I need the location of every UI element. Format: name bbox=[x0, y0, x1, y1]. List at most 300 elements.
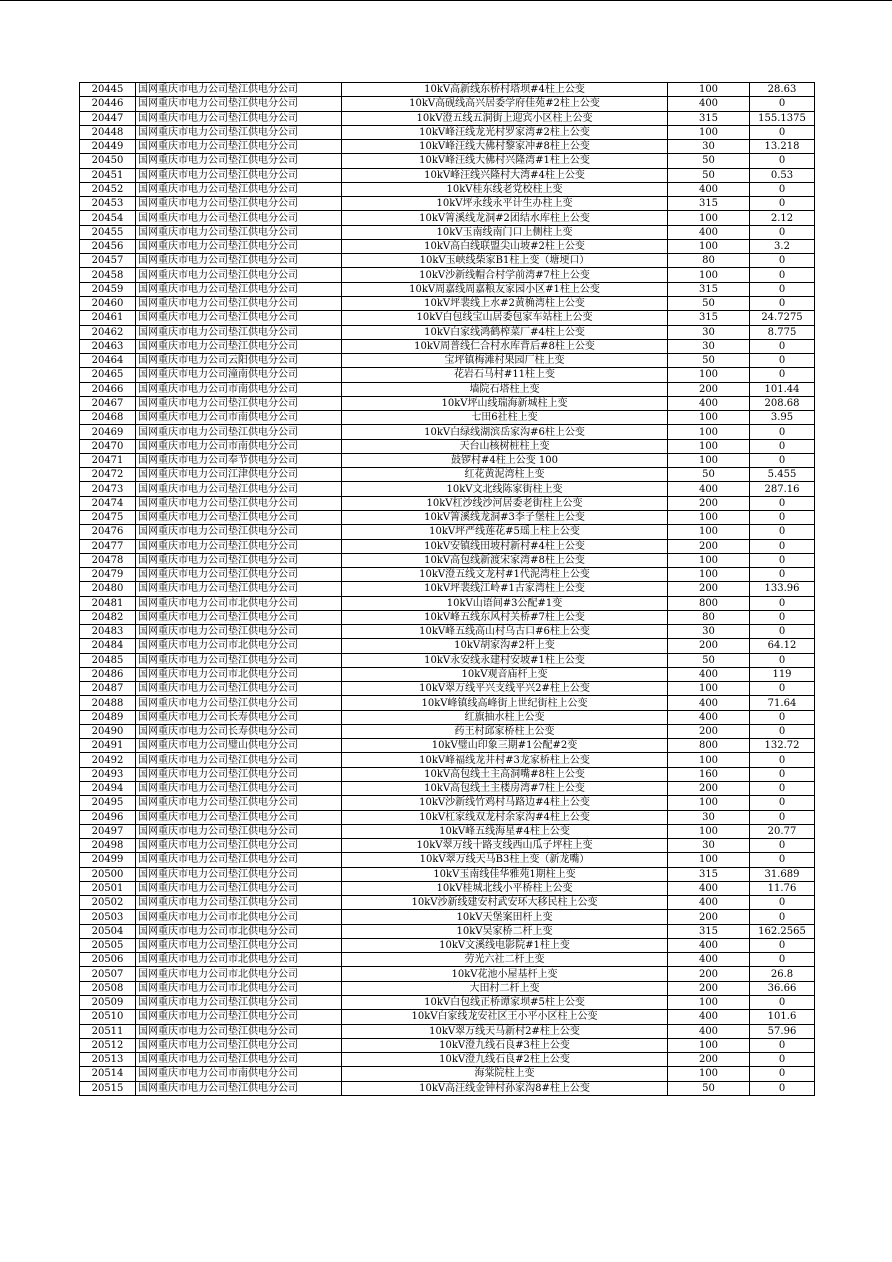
value-cell: 0 bbox=[750, 453, 815, 467]
company-cell: 国网重庆市电力公司垫江供电分公司 bbox=[136, 610, 342, 624]
table-row bbox=[80, 653, 815, 667]
row-id-cell: 20472 bbox=[80, 468, 136, 482]
capacity-cell: 200 bbox=[668, 981, 750, 995]
table-row bbox=[80, 553, 815, 567]
row-id-cell: 20471 bbox=[80, 453, 136, 467]
table-row bbox=[80, 225, 815, 239]
capacity-cell: 200 bbox=[668, 1053, 750, 1067]
company-cell: 国网重庆市电力公司垫江供电分公司 bbox=[136, 782, 342, 796]
capacity-cell: 100 bbox=[668, 439, 750, 453]
transformer-name-cell: 10kV白家线龙安社区王小平小区柱上公变 bbox=[342, 1010, 668, 1024]
row-id-cell: 20501 bbox=[80, 881, 136, 895]
capacity-cell: 200 bbox=[668, 782, 750, 796]
company-cell: 国网重庆市电力公司垫江供电分公司 bbox=[136, 853, 342, 867]
row-id-cell: 20488 bbox=[80, 696, 136, 710]
capacity-cell: 400 bbox=[668, 396, 750, 410]
company-cell: 国网重庆市电力公司垫江供电分公司 bbox=[136, 796, 342, 810]
transformer-name-cell: 10kV峰汪线龙光村罗家湾#2柱上公变 bbox=[342, 125, 668, 139]
transformer-name-cell: 10kV胡家沟#2杆上变 bbox=[342, 639, 668, 653]
capacity-cell: 50 bbox=[668, 154, 750, 168]
row-id-cell: 20451 bbox=[80, 168, 136, 182]
transformer-name-cell: 10kV高包线新渡宋家湾#8柱上公变 bbox=[342, 553, 668, 567]
row-id-cell: 20512 bbox=[80, 1038, 136, 1052]
value-cell: 0 bbox=[750, 296, 815, 310]
transformer-name-cell: 10kV高白线联盟尖山坡#2柱上公变 bbox=[342, 239, 668, 253]
value-cell: 0 bbox=[750, 896, 815, 910]
capacity-cell: 50 bbox=[668, 168, 750, 182]
table-row bbox=[80, 1024, 815, 1038]
value-cell: 57.96 bbox=[750, 1024, 815, 1038]
value-cell: 13.218 bbox=[750, 140, 815, 154]
row-id-cell: 20449 bbox=[80, 140, 136, 154]
transformer-name-cell: 10kV坪严线莲花#5瑶上柱上公变 bbox=[342, 525, 668, 539]
table-row bbox=[80, 853, 815, 867]
company-cell: 国网重庆市电力公司垫江供电分公司 bbox=[136, 197, 342, 211]
capacity-cell: 400 bbox=[668, 710, 750, 724]
row-id-cell: 20465 bbox=[80, 368, 136, 382]
value-cell: 0 bbox=[750, 553, 815, 567]
table-row bbox=[80, 582, 815, 596]
company-cell: 国网重庆市电力公司垫江供电分公司 bbox=[136, 568, 342, 582]
transformer-name-cell: 10kV白包线宝山居委包家车站柱上公变 bbox=[342, 311, 668, 325]
company-cell: 国网重庆市电力公司垫江供电分公司 bbox=[136, 525, 342, 539]
company-cell: 国网重庆市电力公司市北供电分公司 bbox=[136, 639, 342, 653]
transformer-name-cell: 宝坪镇梅滩村果园厂柱上变 bbox=[342, 354, 668, 368]
row-id-cell: 20483 bbox=[80, 625, 136, 639]
capacity-cell: 315 bbox=[668, 282, 750, 296]
table-row bbox=[80, 596, 815, 610]
company-cell: 国网重庆市电力公司垫江供电分公司 bbox=[136, 1024, 342, 1038]
capacity-cell: 200 bbox=[668, 382, 750, 396]
capacity-cell: 80 bbox=[668, 610, 750, 624]
company-cell: 国网重庆市电力公司垫江供电分公司 bbox=[136, 396, 342, 410]
company-cell: 国网重庆市电力公司市北供电分公司 bbox=[136, 667, 342, 681]
table-row bbox=[80, 739, 815, 753]
row-id-cell: 20467 bbox=[80, 396, 136, 410]
transformer-name-cell: 10kV坪永线永平计生办柱上变 bbox=[342, 197, 668, 211]
table-row bbox=[80, 796, 815, 810]
value-cell: 0 bbox=[750, 282, 815, 296]
company-cell: 国网重庆市电力公司垫江供电分公司 bbox=[136, 339, 342, 353]
table-row bbox=[80, 425, 815, 439]
row-id-cell: 20455 bbox=[80, 225, 136, 239]
row-id-cell: 20486 bbox=[80, 667, 136, 681]
row-id-cell: 20481 bbox=[80, 596, 136, 610]
transformer-name-cell: 10kV沙新线建安村武安环大移民柱上公变 bbox=[342, 896, 668, 910]
value-cell: 0 bbox=[750, 953, 815, 967]
value-cell: 0 bbox=[750, 910, 815, 924]
table-row bbox=[80, 724, 815, 738]
company-cell: 国网重庆市电力公司垫江供电分公司 bbox=[136, 168, 342, 182]
table-row bbox=[80, 610, 815, 624]
value-cell: 0 bbox=[750, 996, 815, 1010]
transformer-name-cell: 10kV澄九线石良#3柱上公变 bbox=[342, 1038, 668, 1052]
table-row bbox=[80, 525, 815, 539]
company-cell: 国网重庆市电力公司垫江供电分公司 bbox=[136, 553, 342, 567]
company-cell: 国网重庆市电力公司垫江供电分公司 bbox=[136, 482, 342, 496]
capacity-cell: 100 bbox=[668, 996, 750, 1010]
table-row bbox=[80, 154, 815, 168]
value-cell: 0 bbox=[750, 1067, 815, 1081]
value-cell: 208.68 bbox=[750, 396, 815, 410]
capacity-cell: 100 bbox=[668, 368, 750, 382]
capacity-cell: 200 bbox=[668, 582, 750, 596]
capacity-cell: 200 bbox=[668, 496, 750, 510]
transformer-name-cell: 10kV坪裴线上水#2黄桷湾柱上公变 bbox=[342, 296, 668, 310]
company-cell: 国网重庆市电力公司垫江供电分公司 bbox=[136, 1053, 342, 1067]
value-cell: 0 bbox=[750, 339, 815, 353]
transformer-name-cell: 10kV峰五线东风村关桥#7柱上公变 bbox=[342, 610, 668, 624]
table-row bbox=[80, 981, 815, 995]
table-row bbox=[80, 953, 815, 967]
table-row bbox=[80, 268, 815, 282]
table-row bbox=[80, 296, 815, 310]
company-cell: 国网重庆市电力公司垫江供电分公司 bbox=[136, 268, 342, 282]
company-cell: 国网重庆市电力公司市北供电分公司 bbox=[136, 953, 342, 967]
table-row bbox=[80, 111, 815, 125]
value-cell: 0 bbox=[750, 1053, 815, 1067]
company-cell: 国网重庆市电力公司垫江供电分公司 bbox=[136, 810, 342, 824]
value-cell: 8.775 bbox=[750, 325, 815, 339]
company-cell: 国网重庆市电力公司垫江供电分公司 bbox=[136, 140, 342, 154]
row-id-cell: 20477 bbox=[80, 539, 136, 553]
capacity-cell: 200 bbox=[668, 539, 750, 553]
table-row bbox=[80, 896, 815, 910]
value-cell: 0 bbox=[750, 853, 815, 867]
company-cell: 国网重庆市电力公司垫江供电分公司 bbox=[136, 767, 342, 781]
capacity-cell: 100 bbox=[668, 753, 750, 767]
company-cell: 国网重庆市电力公司垫江供电分公司 bbox=[136, 839, 342, 853]
row-id-cell: 20458 bbox=[80, 268, 136, 282]
capacity-cell: 100 bbox=[668, 525, 750, 539]
row-id-cell: 20509 bbox=[80, 996, 136, 1010]
capacity-cell: 100 bbox=[668, 425, 750, 439]
value-cell: 162.2565 bbox=[750, 924, 815, 938]
company-cell: 国网重庆市电力公司垫江供电分公司 bbox=[136, 239, 342, 253]
value-cell: 0 bbox=[750, 154, 815, 168]
company-cell: 国网重庆市电力公司垫江供电分公司 bbox=[136, 1010, 342, 1024]
value-cell: 64.12 bbox=[750, 639, 815, 653]
row-id-cell: 20474 bbox=[80, 496, 136, 510]
table-row bbox=[80, 197, 815, 211]
transformer-name-cell: 10kV澄五线文龙村#1代泥湾柱上公变 bbox=[342, 568, 668, 582]
table-row bbox=[80, 411, 815, 425]
value-cell: 0 bbox=[750, 625, 815, 639]
transformer-name-cell: 10kV翠万线天马B3柱上变（新龙嘴） bbox=[342, 853, 668, 867]
row-id-cell: 20502 bbox=[80, 896, 136, 910]
row-id-cell: 20454 bbox=[80, 211, 136, 225]
table-row bbox=[80, 168, 815, 182]
table-row bbox=[80, 1081, 815, 1095]
value-cell: 0 bbox=[750, 1081, 815, 1095]
value-cell: 133.96 bbox=[750, 582, 815, 596]
transformer-name-cell: 10kV吴家桥二杆上变 bbox=[342, 924, 668, 938]
table-row bbox=[80, 539, 815, 553]
company-cell: 国网重庆市电力公司垫江供电分公司 bbox=[136, 154, 342, 168]
transformer-name-cell: 红花黄泥湾柱上变 bbox=[342, 468, 668, 482]
table-row bbox=[80, 325, 815, 339]
transformer-name-cell: 药王村邱家桥柱上公变 bbox=[342, 724, 668, 738]
table-row bbox=[80, 382, 815, 396]
capacity-cell: 315 bbox=[668, 311, 750, 325]
value-cell: 0 bbox=[750, 197, 815, 211]
value-cell: 0 bbox=[750, 425, 815, 439]
value-cell: 0 bbox=[750, 439, 815, 453]
company-cell: 国网重庆市电力公司长寿供电分公司 bbox=[136, 710, 342, 724]
table-row bbox=[80, 710, 815, 724]
company-cell: 国网重庆市电力公司垫江供电分公司 bbox=[136, 125, 342, 139]
capacity-cell: 100 bbox=[668, 796, 750, 810]
capacity-cell: 315 bbox=[668, 111, 750, 125]
row-id-cell: 20503 bbox=[80, 910, 136, 924]
row-id-cell: 20466 bbox=[80, 382, 136, 396]
table-row bbox=[80, 667, 815, 681]
capacity-cell: 100 bbox=[668, 1038, 750, 1052]
table-row bbox=[80, 1038, 815, 1052]
capacity-cell: 315 bbox=[668, 867, 750, 881]
transformer-name-cell: 10kV白绿线湖滨岳家沟#6柱上公变 bbox=[342, 425, 668, 439]
table-row bbox=[80, 696, 815, 710]
row-id-cell: 20490 bbox=[80, 724, 136, 738]
table-row bbox=[80, 282, 815, 296]
value-cell: 28.63 bbox=[750, 83, 815, 97]
company-cell: 国网重庆市电力公司垫江供电分公司 bbox=[136, 938, 342, 952]
company-cell: 国网重庆市电力公司垫江供电分公司 bbox=[136, 996, 342, 1010]
company-cell: 国网重庆市电力公司垫江供电分公司 bbox=[136, 753, 342, 767]
row-id-cell: 20462 bbox=[80, 325, 136, 339]
table-row bbox=[80, 496, 815, 510]
value-cell: 155.1375 bbox=[750, 111, 815, 125]
transformer-name-cell: 10kV箐溪线龙洞#3李子堡柱上公变 bbox=[342, 510, 668, 524]
table-row bbox=[80, 625, 815, 639]
row-id-cell: 20457 bbox=[80, 254, 136, 268]
table-row bbox=[80, 396, 815, 410]
row-id-cell: 20497 bbox=[80, 824, 136, 838]
capacity-cell: 100 bbox=[668, 211, 750, 225]
capacity-cell: 50 bbox=[668, 1081, 750, 1095]
value-cell: 0 bbox=[750, 496, 815, 510]
capacity-cell: 400 bbox=[668, 182, 750, 196]
company-cell: 国网重庆市电力公司垫江供电分公司 bbox=[136, 425, 342, 439]
transformer-name-cell: 10kV周普线仁合村水库背后#8柱上公变 bbox=[342, 339, 668, 353]
transformer-name-cell: 10kV桂城北线小平桥柱上公变 bbox=[342, 881, 668, 895]
row-id-cell: 20479 bbox=[80, 568, 136, 582]
company-cell: 国网重庆市电力公司璧山供电分公司 bbox=[136, 739, 342, 753]
capacity-cell: 160 bbox=[668, 767, 750, 781]
company-cell: 国网重庆市电力公司垫江供电分公司 bbox=[136, 111, 342, 125]
transformer-name-cell: 10kV翠万线天马新村2#柱上公变 bbox=[342, 1024, 668, 1038]
value-cell: 0 bbox=[750, 354, 815, 368]
table-row bbox=[80, 453, 815, 467]
transformer-name-cell: 10kV高砚线高兴居委学府佳苑#2柱上公变 bbox=[342, 97, 668, 111]
company-cell: 国网重庆市电力公司云阳供电分公司 bbox=[136, 354, 342, 368]
value-cell: 101.44 bbox=[750, 382, 815, 396]
table-row bbox=[80, 140, 815, 154]
table-row bbox=[80, 83, 815, 97]
table-row bbox=[80, 782, 815, 796]
capacity-cell: 50 bbox=[668, 653, 750, 667]
table-row bbox=[80, 1010, 815, 1024]
capacity-cell: 100 bbox=[668, 125, 750, 139]
value-cell: 0 bbox=[750, 225, 815, 239]
value-cell: 71.64 bbox=[750, 696, 815, 710]
capacity-cell: 100 bbox=[668, 510, 750, 524]
table-row bbox=[80, 767, 815, 781]
table-row bbox=[80, 339, 815, 353]
row-id-cell: 20445 bbox=[80, 83, 136, 97]
company-cell: 国网重庆市电力公司垫江供电分公司 bbox=[136, 282, 342, 296]
transformer-name-cell: 大田村二杆上变 bbox=[342, 981, 668, 995]
transformer-name-cell: 10kV周嘉线周嘉粮友家园小区#1柱上公变 bbox=[342, 282, 668, 296]
capacity-cell: 400 bbox=[668, 667, 750, 681]
row-id-cell: 20505 bbox=[80, 938, 136, 952]
capacity-cell: 400 bbox=[668, 696, 750, 710]
capacity-cell: 200 bbox=[668, 910, 750, 924]
transformer-name-cell: 10kV安镇线田坡村新村#4柱上公变 bbox=[342, 539, 668, 553]
row-id-cell: 20500 bbox=[80, 867, 136, 881]
row-id-cell: 20498 bbox=[80, 839, 136, 853]
transformer-name-cell: 10kV高汪线金钟村孙家沟8#柱上公变 bbox=[342, 1081, 668, 1095]
value-cell: 31.689 bbox=[750, 867, 815, 881]
row-id-cell: 20446 bbox=[80, 97, 136, 111]
row-id-cell: 20510 bbox=[80, 1010, 136, 1024]
capacity-cell: 80 bbox=[668, 254, 750, 268]
value-cell: 0 bbox=[750, 682, 815, 696]
company-cell: 国网重庆市电力公司垫江供电分公司 bbox=[136, 539, 342, 553]
capacity-cell: 100 bbox=[668, 682, 750, 696]
transformer-name-cell: 七田6社柱上变 bbox=[342, 411, 668, 425]
transformer-table bbox=[79, 82, 815, 1096]
transformer-name-cell: 10kV峰五线高山村乌古口#6柱上公变 bbox=[342, 625, 668, 639]
row-id-cell: 20507 bbox=[80, 967, 136, 981]
value-cell: 119 bbox=[750, 667, 815, 681]
table-row bbox=[80, 810, 815, 824]
transformer-name-cell: 10kV峰汪线大佛村黎家冲#8柱上公变 bbox=[342, 140, 668, 154]
value-cell: 0 bbox=[750, 767, 815, 781]
capacity-cell: 100 bbox=[668, 411, 750, 425]
table-row bbox=[80, 753, 815, 767]
row-id-cell: 20511 bbox=[80, 1024, 136, 1038]
company-cell: 国网重庆市电力公司垫江供电分公司 bbox=[136, 867, 342, 881]
table-row bbox=[80, 439, 815, 453]
company-cell: 国网重庆市电力公司垫江供电分公司 bbox=[136, 211, 342, 225]
company-cell: 国网重庆市电力公司潼南供电分公司 bbox=[136, 368, 342, 382]
value-cell: 0 bbox=[750, 938, 815, 952]
value-cell: 3.95 bbox=[750, 411, 815, 425]
value-cell: 0 bbox=[750, 1038, 815, 1052]
capacity-cell: 400 bbox=[668, 881, 750, 895]
company-cell: 国网重庆市电力公司垫江供电分公司 bbox=[136, 97, 342, 111]
transformer-name-cell: 10kV杠家线双龙村余家沟#4柱上公变 bbox=[342, 810, 668, 824]
table-body bbox=[80, 83, 815, 1096]
value-cell: 0 bbox=[750, 182, 815, 196]
company-cell: 国网重庆市电力公司长寿供电分公司 bbox=[136, 724, 342, 738]
capacity-cell: 315 bbox=[668, 197, 750, 211]
row-id-cell: 20515 bbox=[80, 1081, 136, 1095]
value-cell: 0 bbox=[750, 710, 815, 724]
row-id-cell: 20460 bbox=[80, 296, 136, 310]
transformer-name-cell: 鼓锣村#4柱上公变 100 bbox=[342, 453, 668, 467]
row-id-cell: 20499 bbox=[80, 853, 136, 867]
transformer-name-cell: 劳光六社二杆上变 bbox=[342, 953, 668, 967]
row-id-cell: 20482 bbox=[80, 610, 136, 624]
company-cell: 国网重庆市电力公司垫江供电分公司 bbox=[136, 510, 342, 524]
company-cell: 国网重庆市电力公司市北供电分公司 bbox=[136, 924, 342, 938]
row-id-cell: 20461 bbox=[80, 311, 136, 325]
capacity-cell: 30 bbox=[668, 140, 750, 154]
row-id-cell: 20463 bbox=[80, 339, 136, 353]
value-cell: 0 bbox=[750, 510, 815, 524]
table-row bbox=[80, 97, 815, 111]
value-cell: 3.2 bbox=[750, 239, 815, 253]
table-row bbox=[80, 482, 815, 496]
company-cell: 国网重庆市电力公司垫江供电分公司 bbox=[136, 682, 342, 696]
transformer-name-cell: 10kV天堡案田杆上变 bbox=[342, 910, 668, 924]
value-cell: 0.53 bbox=[750, 168, 815, 182]
value-cell: 11.76 bbox=[750, 881, 815, 895]
row-id-cell: 20504 bbox=[80, 924, 136, 938]
transformer-name-cell: 10kV峰汪线大佛村兴隆湾#1柱上公变 bbox=[342, 154, 668, 168]
table-row bbox=[80, 354, 815, 368]
row-id-cell: 20478 bbox=[80, 553, 136, 567]
company-cell: 国网重庆市电力公司市北供电分公司 bbox=[136, 910, 342, 924]
transformer-name-cell: 10kV澄五线五洞街上迎宾小区柱上公变 bbox=[342, 111, 668, 125]
capacity-cell: 800 bbox=[668, 596, 750, 610]
row-id-cell: 20480 bbox=[80, 582, 136, 596]
capacity-cell: 400 bbox=[668, 953, 750, 967]
value-cell: 0 bbox=[750, 810, 815, 824]
table-row bbox=[80, 182, 815, 196]
transformer-name-cell: 10kV翠万线平兴支线平兴2#柱上公变 bbox=[342, 682, 668, 696]
table-row bbox=[80, 967, 815, 981]
table-row bbox=[80, 938, 815, 952]
transformer-name-cell: 10kV高包线土主楼房湾#7柱上公变 bbox=[342, 782, 668, 796]
table-row bbox=[80, 839, 815, 853]
company-cell: 国网重庆市电力公司市北供电分公司 bbox=[136, 596, 342, 610]
company-cell: 国网重庆市电力公司垫江供电分公司 bbox=[136, 653, 342, 667]
row-id-cell: 20514 bbox=[80, 1067, 136, 1081]
capacity-cell: 100 bbox=[668, 824, 750, 838]
company-cell: 国网重庆市电力公司市北供电分公司 bbox=[136, 967, 342, 981]
company-cell: 国网重庆市电力公司垫江供电分公司 bbox=[136, 296, 342, 310]
row-id-cell: 20494 bbox=[80, 782, 136, 796]
row-id-cell: 20473 bbox=[80, 482, 136, 496]
table-row bbox=[80, 867, 815, 881]
company-cell: 国网重庆市电力公司垫江供电分公司 bbox=[136, 896, 342, 910]
value-cell: 0 bbox=[750, 525, 815, 539]
row-id-cell: 20493 bbox=[80, 767, 136, 781]
table-row bbox=[80, 824, 815, 838]
capacity-cell: 400 bbox=[668, 938, 750, 952]
transformer-name-cell: 10kV峰福线龙井村#3龙家桥柱上公变 bbox=[342, 753, 668, 767]
table-row bbox=[80, 881, 815, 895]
value-cell: 0 bbox=[750, 753, 815, 767]
capacity-cell: 100 bbox=[668, 1067, 750, 1081]
transformer-name-cell: 10kV箐溪线龙洞#2团结水库柱上公变 bbox=[342, 211, 668, 225]
company-cell: 国网重庆市电力公司垫江供电分公司 bbox=[136, 1081, 342, 1095]
row-id-cell: 20495 bbox=[80, 796, 136, 810]
capacity-cell: 30 bbox=[668, 325, 750, 339]
table-row bbox=[80, 510, 815, 524]
capacity-cell: 400 bbox=[668, 1024, 750, 1038]
company-cell: 国网重庆市电力公司垫江供电分公司 bbox=[136, 1038, 342, 1052]
value-cell: 0 bbox=[750, 653, 815, 667]
table-row bbox=[80, 924, 815, 938]
company-cell: 国网重庆市电力公司市南供电分公司 bbox=[136, 382, 342, 396]
company-cell: 国网重庆市电力公司垫江供电分公司 bbox=[136, 625, 342, 639]
value-cell: 0 bbox=[750, 268, 815, 282]
value-cell: 5.455 bbox=[750, 468, 815, 482]
